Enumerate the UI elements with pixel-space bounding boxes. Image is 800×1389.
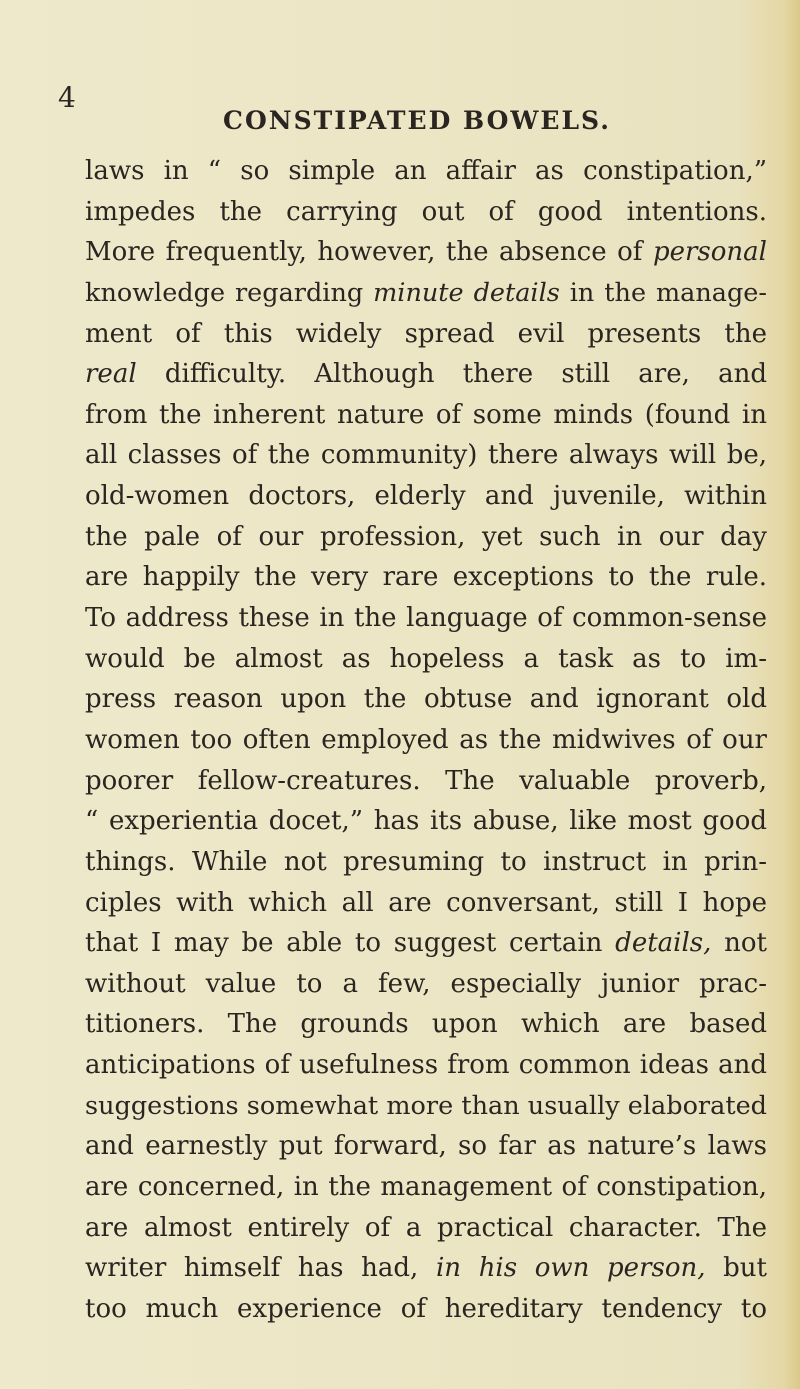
page-number: 4 — [58, 81, 76, 114]
text-segment: but — [705, 1253, 767, 1284]
text-line — [85, 883, 767, 924]
text-line — [85, 1208, 767, 1249]
text-segment: laws in “ so simple an affair as constipation,” — [85, 156, 767, 186]
text-segment: all classes of the community) there always will be, — [85, 440, 767, 471]
text-line — [85, 1167, 767, 1208]
text-line — [85, 476, 767, 517]
text-line — [85, 273, 767, 314]
text-segment: not — [711, 928, 767, 959]
text-segment: that I may be able to suggest certain — [85, 928, 616, 959]
text-line — [85, 679, 767, 720]
text-line — [85, 314, 767, 355]
text-segment: ment of this widely spread evil presents the — [85, 318, 767, 349]
text-segment: too much experience of hereditary tendency to — [85, 1293, 767, 1324]
text-line — [85, 801, 767, 842]
italic-text: in his own person, — [435, 1253, 706, 1284]
text-line — [85, 232, 767, 273]
text-segment: impedes the carrying out of good intentions. — [85, 196, 767, 227]
text-segment: are almost entirely of a practical character. The — [85, 1212, 767, 1243]
text-line — [85, 435, 767, 476]
text-line — [85, 842, 767, 883]
text-segment: poorer fellow-creatures. The valuable proverb, — [85, 765, 767, 796]
text-line — [85, 517, 767, 558]
text-segment: writer himself has had, — [85, 1253, 436, 1284]
text-segment: press reason upon the obtuse and ignorant old — [85, 684, 767, 715]
text-segment: would be almost as hopeless a task as to im- — [85, 643, 767, 674]
text-line — [85, 1248, 767, 1289]
text-segment: suggestions somewhat more than usually elaborated — [85, 1090, 767, 1121]
text-segment: old-women doctors, elderly and juvenile, within — [85, 481, 767, 512]
italic-text: minute details — [373, 277, 560, 308]
text-line — [85, 761, 767, 802]
text-line — [85, 151, 767, 192]
text-segment: “ experientia docet,” has its abuse, like most good — [85, 806, 767, 837]
text-segment: the pale of our profession, yet such in our day — [85, 521, 767, 552]
text-segment: things. While not presuming to instruct in prin- — [85, 846, 767, 877]
text-segment: without value to a few, especially junior prac- — [85, 968, 767, 999]
text-line — [85, 720, 767, 761]
text-line — [85, 354, 767, 395]
text-segment: knowledge regarding — [85, 277, 374, 308]
text-segment: To address these in the language of common-sense — [85, 603, 767, 634]
text-segment: anticipations of usefulness from common ideas and — [85, 1050, 767, 1081]
italic-text: personal — [652, 237, 767, 268]
text-line — [85, 1086, 767, 1127]
italic-text: real — [85, 359, 137, 390]
text-segment: women too often employed as the midwives of our — [85, 724, 767, 755]
text-line — [85, 923, 767, 964]
text-segment: difficulty. Although there still are, and — [136, 359, 767, 390]
text-segment: ciples with which all are conversant, still I hope — [85, 887, 767, 918]
running-head: CONSTIPATED BOWELS. — [223, 106, 611, 135]
text-segment: in the manage- — [559, 277, 768, 308]
text-line — [85, 639, 767, 680]
text-segment: from the inherent nature of some minds (found in — [85, 399, 767, 430]
text-segment: titioners. The grounds upon which are based — [85, 1009, 767, 1040]
text-segment: are concerned, in the management of constipation, — [85, 1172, 767, 1203]
text-line — [85, 1126, 767, 1167]
text-line — [85, 964, 767, 1005]
italic-text: details, — [615, 928, 712, 959]
text-line — [85, 395, 767, 436]
text-segment: and earnestly put forward, so far as nature’s laws — [85, 1131, 767, 1162]
text-line — [85, 192, 767, 233]
text-line — [85, 598, 767, 639]
text-line — [85, 557, 767, 598]
text-line — [85, 1289, 767, 1330]
text-segment: are happily the very rare exceptions to the rule. — [85, 562, 767, 593]
text-line — [85, 1045, 767, 1086]
text-line — [85, 1004, 767, 1045]
body-text — [85, 151, 767, 1330]
text-segment: More frequently, however, the absence of — [85, 237, 653, 268]
